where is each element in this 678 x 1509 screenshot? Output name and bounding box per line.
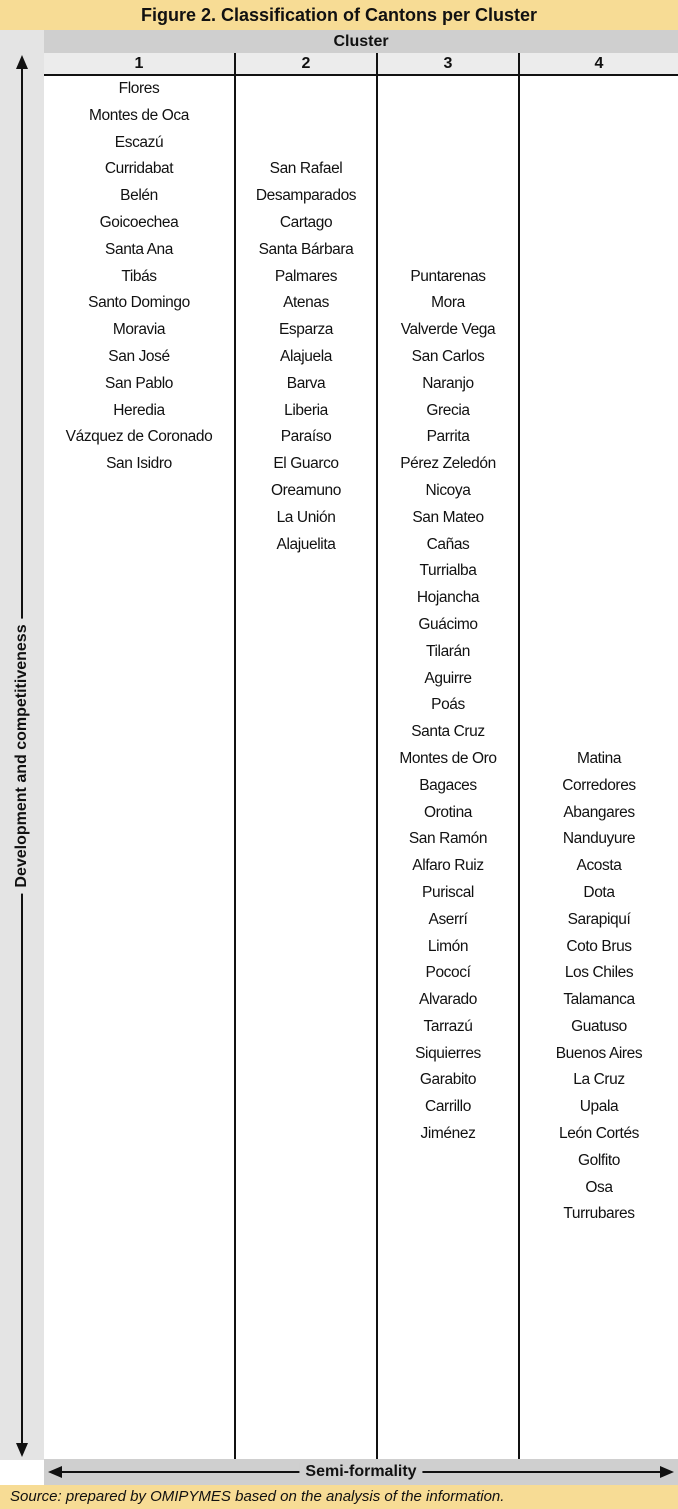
empty-row [520, 371, 678, 398]
cluster-column-1 [44, 53, 234, 1459]
empty-row [520, 156, 678, 183]
empty-row [520, 719, 678, 746]
figure-title: Figure 2. Classification of Cantons per Cluster [0, 0, 678, 30]
canton-item: Alvarado [419, 991, 477, 1009]
canton-item: Aguirre [424, 669, 472, 687]
canton-item: Escazú [114, 133, 164, 151]
canton-item: Upala [579, 1098, 619, 1116]
canton-item: Paraíso [280, 428, 332, 446]
cluster-column-2 [234, 53, 376, 1459]
canton-item: Dota [583, 883, 615, 901]
canton-item: Santa Ana [105, 240, 173, 258]
horizontal-axis-label: Semi-formality [299, 1463, 422, 1481]
canton-item: Coto Brus [566, 937, 632, 955]
canton-item: La Cruz [573, 1071, 625, 1089]
canton-item: Esparza [278, 321, 334, 339]
vertical-axis [0, 53, 44, 1459]
canton-item: Cañas [426, 535, 470, 553]
empty-row [378, 130, 518, 157]
canton-item: Buenos Aires [555, 1044, 643, 1062]
canton-item: Liberia [284, 401, 328, 419]
canton-item: Alajuela [280, 347, 332, 365]
canton-item: Montes de Oro [399, 749, 497, 767]
empty-row [520, 478, 678, 505]
canton-item: Los Chiles [564, 964, 634, 982]
canton-item: Grecia [426, 401, 470, 419]
canton-item: Siquierres [415, 1044, 481, 1062]
empty-row [520, 424, 678, 451]
canton-item: Guácimo [418, 615, 478, 633]
canton-item: Puriscal [422, 883, 474, 901]
empty-row [520, 639, 678, 666]
canton-item: Montes de Oca [89, 106, 189, 124]
empty-row [236, 103, 376, 130]
empty-row [520, 210, 678, 237]
canton-item: Osa [585, 1178, 613, 1196]
canton-item: Palmares [274, 267, 338, 285]
canton-item: Santa Bárbara [258, 240, 354, 258]
canton-item: Oreamuno [270, 481, 342, 499]
canton-item: Barva [286, 374, 326, 392]
cluster-grid [44, 53, 678, 1459]
canton-item: Curridabat [104, 160, 174, 178]
empty-row [378, 156, 518, 183]
canton-item: Talamanca [563, 991, 635, 1009]
empty-row [520, 398, 678, 425]
canton-item: Poás [431, 696, 465, 714]
column-header-4: 4 [520, 53, 678, 76]
cluster-header: Cluster [44, 30, 678, 53]
canton-item: Turrubares [563, 1205, 635, 1223]
empty-row [520, 290, 678, 317]
canton-item: Acosta [576, 857, 622, 875]
empty-row [520, 451, 678, 478]
canton-item: Carrillo [425, 1098, 471, 1116]
canton-item: Tarrazú [423, 1017, 473, 1035]
canton-item: Alajuelita [276, 535, 336, 553]
canton-item: León Cortés [558, 1125, 640, 1143]
vertical-axis-label: Development and competitiveness [13, 618, 31, 893]
canton-item: Nicoya [425, 481, 471, 499]
canton-item: Santo Domingo [88, 294, 190, 312]
canton-item: Sarapiquí [567, 910, 631, 928]
empty-row [378, 103, 518, 130]
empty-row [520, 237, 678, 264]
canton-item: Goicoechea [99, 213, 179, 231]
empty-row [378, 183, 518, 210]
canton-item: Nanduyure [562, 830, 636, 848]
empty-row [520, 183, 678, 210]
source-note: Source: prepared by OMIPYMES based on the analysis of the information. [0, 1485, 678, 1509]
canton-item: Naranjo [422, 374, 474, 392]
canton-item: Bagaces [419, 776, 477, 794]
canton-item: Abangares [563, 803, 635, 821]
canton-item: Santa Cruz [411, 723, 485, 741]
canton-item: Aserrí [428, 910, 468, 928]
canton-item: Parrita [426, 428, 470, 446]
empty-row [520, 344, 678, 371]
empty-row [520, 585, 678, 612]
canton-item: Corredores [562, 776, 636, 794]
canton-item: Turrialba [419, 562, 477, 580]
canton-item: San Carlos [411, 347, 485, 365]
canton-item: Mora [431, 294, 465, 312]
empty-row [520, 505, 678, 532]
canton-item: Pococí [425, 964, 471, 982]
canton-item: Tilarán [425, 642, 470, 660]
empty-row [520, 666, 678, 693]
empty-row [520, 130, 678, 157]
canton-item: San Isidro [106, 455, 172, 473]
canton-item: San Ramón [408, 830, 488, 848]
canton-item: San Pablo [105, 374, 173, 392]
canton-item: Moravia [112, 321, 166, 339]
empty-row [520, 76, 678, 103]
canton-item: El Guarco [273, 455, 339, 473]
column-header-1: 1 [44, 53, 234, 76]
canton-item: Valverde Vega [400, 321, 496, 339]
canton-item: Golfito [578, 1151, 620, 1169]
empty-row [378, 210, 518, 237]
canton-item: Limón [427, 937, 469, 955]
empty-row [520, 532, 678, 559]
canton-item: Hojancha [416, 589, 480, 607]
canton-item: Jiménez [420, 1125, 476, 1143]
horizontal-axis [44, 1459, 678, 1485]
empty-row [520, 103, 678, 130]
canton-item: Puntarenas [410, 267, 486, 285]
empty-row [378, 76, 518, 103]
empty-row [520, 692, 678, 719]
canton-item: San José [108, 347, 170, 365]
empty-row [520, 612, 678, 639]
canton-item: San Rafael [269, 160, 343, 178]
canton-item: Cartago [279, 213, 333, 231]
canton-item: La Unión [276, 508, 336, 526]
canton-item: Belén [120, 187, 158, 205]
canton-list-1 [44, 76, 234, 478]
column-header-2: 2 [236, 53, 376, 76]
canton-item: Guatuso [571, 1017, 627, 1035]
empty-row [520, 558, 678, 585]
empty-row [378, 237, 518, 264]
canton-list-3 [378, 76, 518, 1148]
canton-item: Heredia [113, 401, 165, 419]
column-header-3: 3 [378, 53, 518, 76]
cluster-column-4 [518, 53, 678, 1459]
canton-item: Flores [118, 80, 160, 97]
canton-item: Alfaro Ruiz [412, 857, 484, 875]
empty-row [236, 76, 376, 103]
canton-item: Tibás [121, 267, 157, 285]
canton-item: Pérez Zeledón [400, 455, 496, 473]
empty-row [520, 317, 678, 344]
canton-item: San Mateo [412, 508, 484, 526]
canton-item: Matina [576, 749, 622, 767]
empty-row [520, 264, 678, 291]
canton-item: Vázquez de Coronado [65, 428, 213, 446]
canton-list-4 [520, 76, 678, 1228]
canton-item: Atenas [283, 294, 329, 312]
canton-item: Orotina [423, 803, 473, 821]
canton-item: Desamparados [255, 187, 357, 205]
canton-list-2 [236, 76, 376, 558]
canton-item: Garabito [419, 1071, 477, 1089]
empty-row [236, 130, 376, 157]
cluster-column-3 [376, 53, 518, 1459]
